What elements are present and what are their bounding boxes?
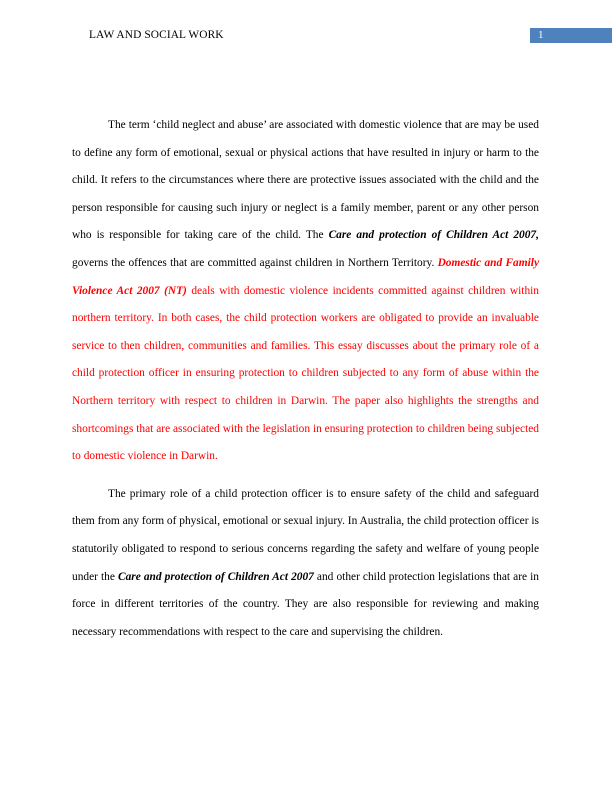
paragraph-1-highlighted-text: deals with domestic violence incidents committed against children within northern territory. In both cases, the child protection workers are obligated to provide an invaluable service to then children, communities and families. This essay discusses about the primary role of a child protection officer in ensuring protection to children subjected to any form of abuse within the Northern territory with respect to children in Darwin. The paper also highlights the strengths and shortcomings that are associated with the legislation in ensuring protection to children being subjected to domestic violence in Darwin. [72, 284, 539, 463]
paragraph-1-text-a: The term ‘child neglect and abuse’ are associated with domestic violence that are may be used to define any form of emotional, sexual or physical actions that have resulted in injury or harm to the child. It refers to the circumstances where there are protective issues associated with the child and the person responsible for causing such injury or neglect is a family member, parent or any other person who is responsible for taking care of the child. The [72, 119, 539, 242]
document-body [72, 112, 539, 646]
act-reference-care-and-protection: Care and protection of Children Act 2007, [328, 229, 539, 242]
act-reference-care-and-protection-2: Care and protection of Children Act 2007 [118, 570, 314, 583]
page-number: 1 [538, 29, 544, 41]
page-number-box [530, 28, 612, 43]
paragraph-1 [72, 112, 539, 471]
paragraph-1-text-b: governs the offences that are committed against children in Northern Territory. [72, 256, 438, 269]
act-reference-domestic-violence: Domestic and Family Violence Act 2007 (NT) [72, 256, 539, 297]
running-head-title: LAW AND SOCIAL WORK [89, 29, 224, 41]
paragraph-2-text-b: and other child protection legislations that are in force in different territories of the country. They are also responsible for reviewing and making necessary recommendations with respect to the care and supervising the children. [72, 570, 539, 638]
paragraph-2 [72, 481, 539, 647]
paragraph-2-text-a: The primary role of a child protection officer is to ensure safety of the child and safeguard them from any form of physical, emotional or sexual injury. In Australia, the child protection officer is statutorily obligated to respond to serious concerns regarding the safety and welfare of young people under the [72, 487, 539, 583]
page-header [0, 28, 612, 44]
